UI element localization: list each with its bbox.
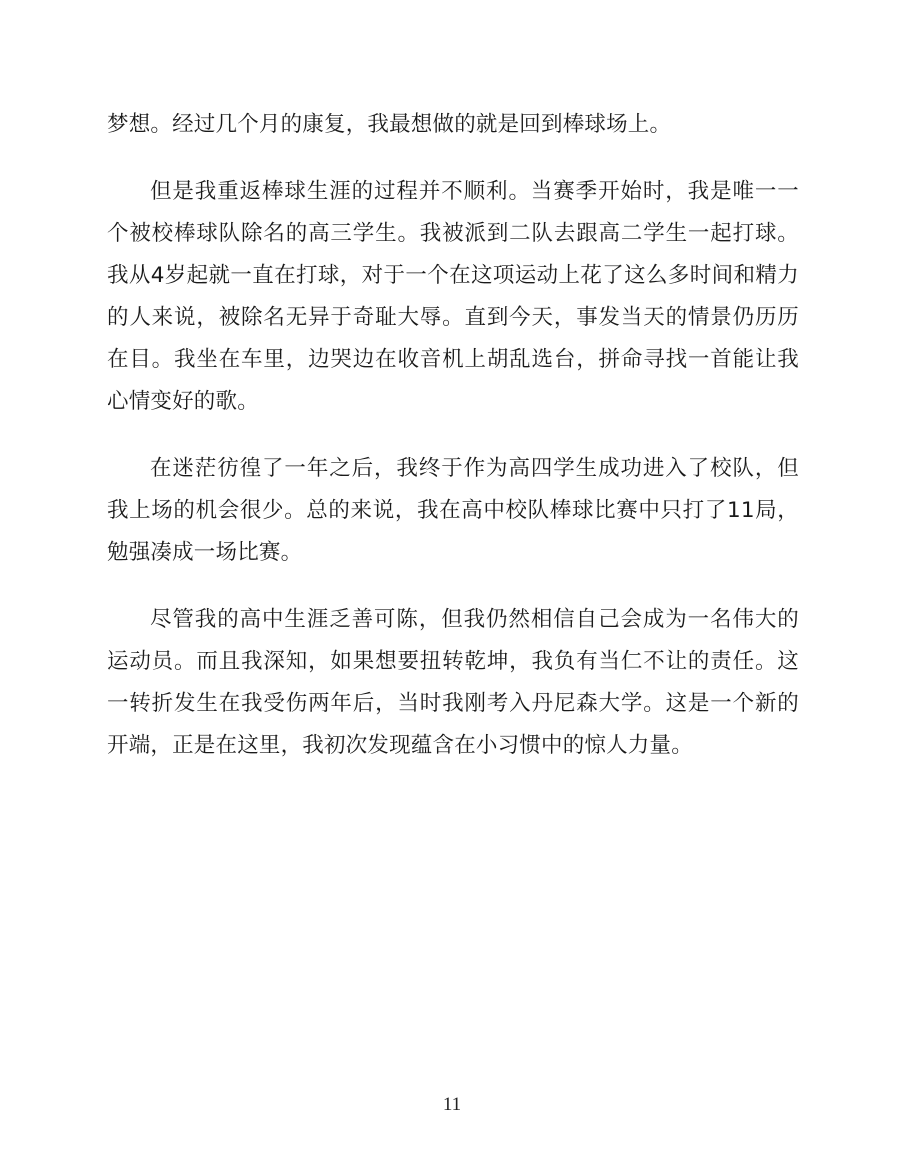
paragraph-3: 在迷茫彷徨了一年之后，我终于作为高四学生成功进入了校队，但我上场的机会很少。总的来说，我在高中校队棒球比赛中只打了11局，勉强凑成一场比赛。	[107, 456, 799, 565]
paragraph-2: 但是我重返棒球生涯的过程并不顺利。当赛季开始时，我是唯一一个被校棒球队除名的高三学生。我被派到二队去跟高二学生一起打球。我从4岁起就一直在打球，对于一个在这项运动上花了这么多时间和精力的人来说，被除名无异于奇耻大辱。直到今天，事发当天的情景仍历历在目。我坐在车里，边哭边在收音机上胡乱选台，拼命寻找一首能让我心情变好的歌。	[107, 179, 799, 414]
page-body	[107, 104, 799, 792]
paragraph-4: 尽管我的高中生涯乏善可陈，但我仍然相信自己会成为一名伟大的运动员。而且我深知，如果想要扭转乾坤，我负有当仁不让的责任。这一转折发生在我受伤两年后，当时我刚考入丹尼森大学。这是一个新的开端，正是在这里，我初次发现蕴含在小习惯中的惊人力量。	[107, 607, 799, 758]
page-number: 11	[442, 1094, 462, 1115]
paragraph-continued: 梦想。经过几个月的康复，我最想做的就是回到棒球场上。	[107, 112, 672, 137]
